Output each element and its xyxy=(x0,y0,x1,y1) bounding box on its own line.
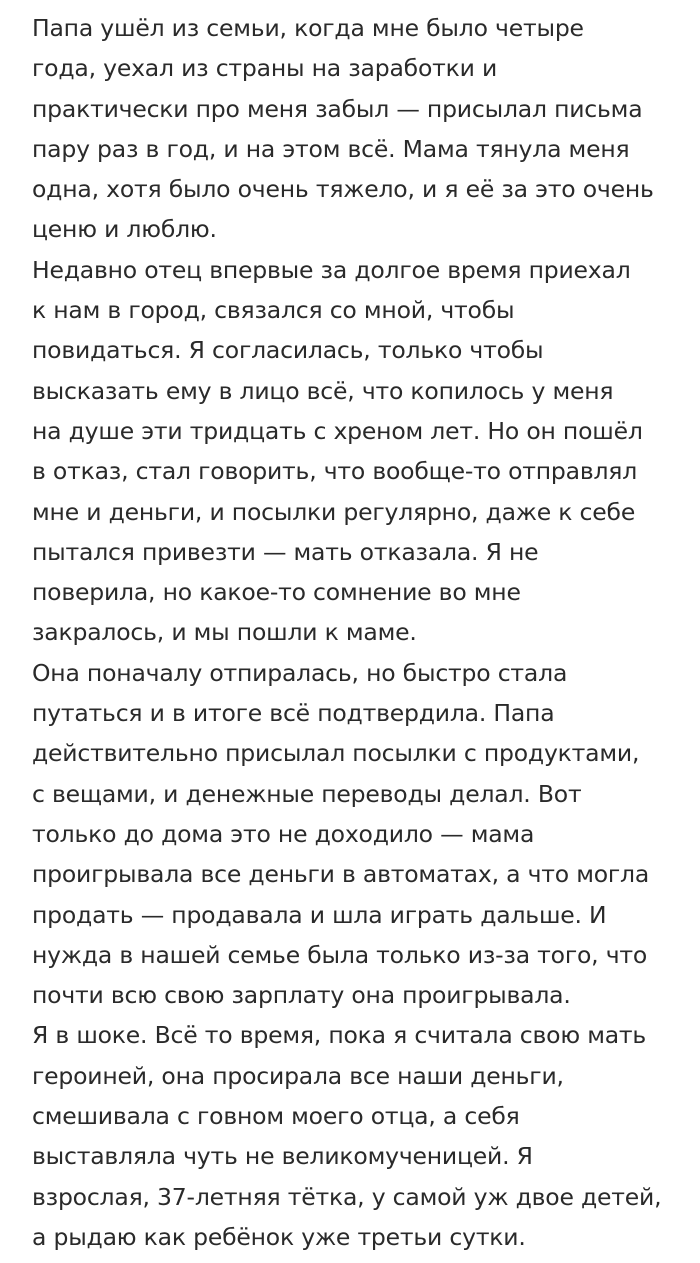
story-line: а рыдаю как ребёнок уже третьи сутки. xyxy=(32,1222,526,1251)
story-line: ценю и люблю. xyxy=(32,215,217,244)
story-line: практически про меня забыл — присылал письма xyxy=(32,94,643,123)
story-line: нужда в нашей семье была только из-за того, что xyxy=(32,940,648,969)
story-line: повидаться. Я согласилась, только чтобы xyxy=(32,336,544,365)
story-line: Она поначалу отпиралась, но быстро стала xyxy=(32,658,568,687)
story-line: года, уехал из страны на заработки и xyxy=(32,54,498,83)
story-line: к нам в город, связался со мной, чтобы xyxy=(32,296,515,325)
story-line: с вещами, и денежные переводы делал. Вот xyxy=(32,779,582,808)
story-line: высказать ему в лицо всё, что копилось у меня xyxy=(32,376,614,405)
story-line: пытался привезти — мать отказала. Я не xyxy=(32,537,539,566)
story-line: Папа ушёл из семьи, когда мне было четыре xyxy=(32,14,584,42)
story-line: продать — продавала и шла играть дальше. И xyxy=(32,900,607,929)
story-line: почти всю свою зарплату она проигрывала. xyxy=(32,981,571,1010)
story-line: мне и деньги, и посылки регулярно, даже к себе xyxy=(32,497,636,526)
story-line: одна, хотя было очень тяжело, и я её за это очень xyxy=(32,175,654,204)
story-line: героиней, она просирала все наши деньги, xyxy=(32,1061,564,1090)
story-line: Недавно отец впервые за долгое время приехал xyxy=(32,255,631,284)
story-line: только до дома это не доходило — мама xyxy=(32,819,535,848)
story-line: взрослая, 37-летняя тётка, у самой уж двое детей, xyxy=(32,1182,662,1211)
story-line: поверила, но какое-то сомнение во мне xyxy=(32,578,521,607)
story-line: Я в шоке. Всё то время, пока я считала свою мать xyxy=(32,1021,647,1050)
story-line: действительно присылал посылки с продуктами, xyxy=(32,739,640,768)
story-line: путаться и в итоге всё подтвердила. Папа xyxy=(32,699,555,728)
story-line: закралось, и мы пошли к маме. xyxy=(32,618,417,647)
story-line: выставляла чуть не великомученицей. Я xyxy=(32,1142,533,1171)
story-line: в отказ, стал говорить, что вообще-то отправлял xyxy=(32,457,638,486)
story-line: смешивала с говном моего отца, а себя xyxy=(32,1102,520,1131)
story-line: на душе эти тридцать с хреном лет. Но он пошёл xyxy=(32,416,643,445)
story-line: проигрывала все деньги в автоматах, а что могла xyxy=(32,860,650,889)
story-line: пару раз в год, и на этом всё. Мама тянула меня xyxy=(32,134,630,163)
story-text xyxy=(32,8,692,1257)
